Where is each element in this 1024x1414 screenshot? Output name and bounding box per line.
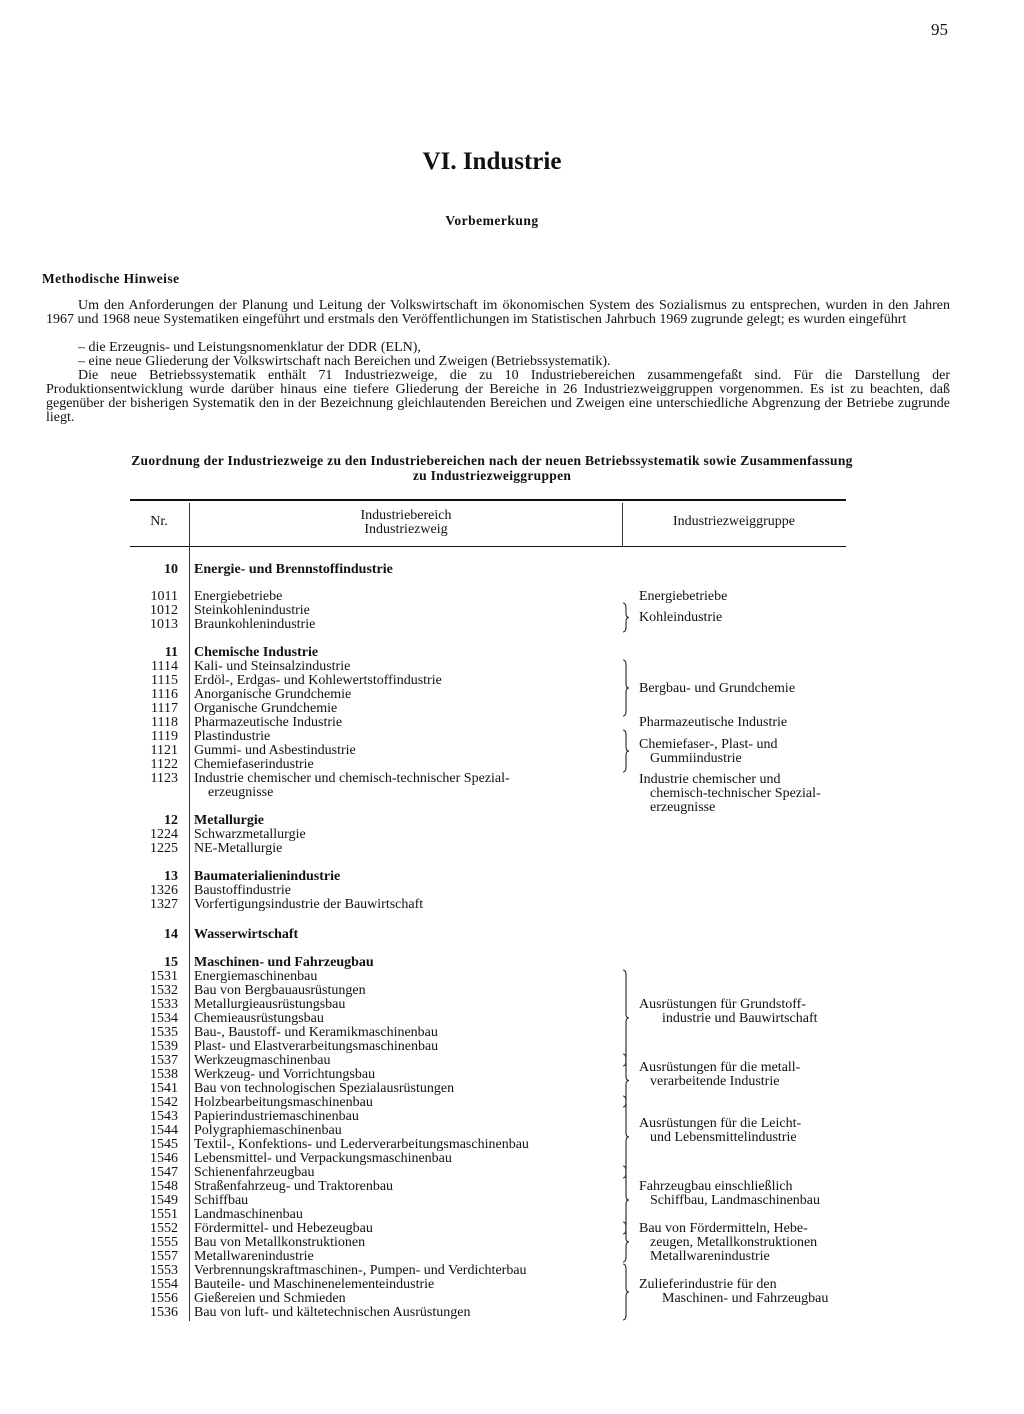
table-title-line: Zuordnung der Industriezweige zu den Industriebereichen nach der neuen Betriebssystematik sowie Zusammenfassung [131,453,853,468]
row-number: 1538 [150,1067,178,1082]
industry-branch-name: Metallwarenindustrie [194,1249,314,1264]
industry-branch-name: Energiebetriebe [194,589,283,604]
row-number: 1544 [150,1123,178,1138]
row-number: 1121 [150,743,178,758]
row-number: 1535 [150,1025,178,1040]
group-brace [623,1222,629,1262]
header-nr: Nr. [150,514,168,529]
industry-branch-name: Kali- und Steinsalzindustrie [194,659,351,674]
row-number: 1553 [150,1263,178,1278]
row-number: 1327 [150,897,178,912]
row-number: 1537 [150,1053,178,1068]
industry-branch-name: Fördermittel- und Hebezeugbau [194,1221,373,1236]
chapter-title: VI. Industrie [422,148,562,175]
industry-group-line: Chemiefaser-, Plast- und [639,737,778,752]
group-brace [623,970,629,1066]
row-number: 1552 [150,1221,178,1236]
row-number: 1542 [150,1095,178,1110]
industry-group-line: Metallwarenindustrie [650,1249,770,1264]
industry-group-line: industrie und Bauwirtschaft [662,1011,818,1026]
row-number: 1547 [150,1165,178,1180]
industry-branch-name: Industrie chemischer und chemisch-technischer Spezial- [194,771,510,786]
row-number: 1117 [151,701,178,716]
industry-area-name: Metallurgie [194,813,264,828]
industry-branch-name: Textil-, Konfektions- und Lederverarbeitungsmaschinenbau [194,1137,529,1152]
industry-branch-name: Braunkohlenindustrie [194,617,316,632]
row-number: 1551 [150,1207,178,1222]
row-number: 1556 [150,1291,178,1306]
table-title-line: zu Industriezweiggruppen [412,468,572,483]
row-number: 1531 [150,969,178,984]
industry-group-line: Energiebetriebe [639,589,728,604]
row-number: 1119 [151,729,178,744]
industry-branch-name: Plast- und Elastverarbeitungsmaschinenbau [194,1039,439,1054]
industry-branch-name: Holzbearbeitungsmaschinenbau [194,1095,373,1110]
header-gruppe: Industriezweiggruppe [672,514,796,529]
row-number: 1122 [150,757,178,772]
row-number: 1012 [150,603,178,618]
industry-group-line: erzeugnisse [650,800,716,815]
industry-branch-name: Werkzeug- und Vorrichtungsbau [194,1067,376,1082]
industry-area-name: Wasserwirtschaft [194,927,299,942]
industry-group-line: Maschinen- und Fahrzeugbau [662,1291,829,1306]
industry-branch-name: Straßenfahrzeug- und Traktorenbau [194,1179,394,1194]
group-brace [623,660,629,716]
methods-heading: Methodische Hinweise [42,271,180,286]
industry-branch-name: Schiffbau [194,1193,249,1208]
industry-group-line: verarbeitende Industrie [650,1074,780,1089]
industry-branch-name: Chemiefaserindustrie [194,757,314,772]
industry-group-line: Fahrzeugbau einschließlich [639,1179,793,1194]
industry-branch-name: Schienenfahrzeugbau [194,1165,315,1180]
industry-branch-name: Plastindustrie [194,729,271,744]
group-brace [623,1264,629,1320]
industry-group-line: Schiffbau, Landmaschinenbau [650,1193,821,1208]
industry-area-name: Chemische Industrie [194,645,319,660]
row-number: 13 [164,869,178,884]
row-number: 1123 [150,771,178,786]
row-number: 1554 [150,1277,178,1292]
industry-branch-name: Metallurgieausrüstungsbau [194,997,346,1012]
row-number: 1013 [150,617,178,632]
industry-branch-name: Steinkohlenindustrie [194,603,310,618]
row-number: 1011 [150,589,178,604]
row-number: 1548 [150,1179,178,1194]
row-number: 1114 [151,659,178,674]
industry-group-line: und Lebensmittelindustrie [650,1130,797,1145]
industry-group-line: Kohleindustrie [639,610,723,625]
industry-branch-name: Bau von Bergbauausrüstungen [194,983,366,998]
industry-group-line: Bergbau- und Grundchemie [639,681,796,696]
industry-area-name: Maschinen- und Fahrzeugbau [194,955,374,970]
industry-branch-name: Bau von Metallkonstruktionen [194,1235,366,1250]
industry-group-line: Bau von Fördermitteln, Hebe- [639,1221,808,1236]
row-number: 1536 [150,1305,178,1320]
row-number: 1557 [150,1249,178,1264]
industry-branch-name: Schwarzmetallurgie [194,827,306,842]
row-number: 1116 [151,687,178,702]
industry-branch-name: Polygraphiemaschinenbau [194,1123,342,1138]
row-number: 11 [164,645,178,660]
industry-area-name: Energie- und Brennstoffindustrie [194,562,393,577]
industry-branch-name: Lebensmittel- und Verpackungsmaschinenbau [194,1151,452,1166]
row-number: 12 [164,813,178,828]
industry-branch-name: Bau von luft- und kältetechnischen Ausrüstungen [194,1305,471,1320]
group-brace [623,730,629,772]
industry-branch-name: Anorganische Grundchemie [194,687,352,702]
row-number: 1541 [150,1081,178,1096]
industry-branch-name: Bau von technologischen Spezialausrüstungen [194,1081,455,1096]
industry-group-line: Industrie chemischer und [639,772,781,787]
row-number: 1532 [150,983,178,998]
industry-group-line: Pharmazeutische Industrie [639,715,788,730]
row-number: 10 [164,562,178,577]
industry-branch-name: Erdöl-, Erdgas- und Kohlewertstoffindustrie [194,673,442,688]
industry-branch-name: Gießereien und Schmieden [194,1291,346,1306]
group-brace [623,603,629,632]
row-number: 1326 [150,883,178,898]
header-bereich-line: Industriebereich [360,508,452,523]
industry-group-line: Ausrüstungen für Grundstoff- [639,997,806,1012]
industry-branch-name: Bauteile- und Maschinenelementeindustrie [194,1277,435,1292]
row-number: 1555 [150,1235,178,1250]
industry-branch-name: Organische Grundchemie [194,701,338,716]
row-number: 1546 [150,1151,178,1166]
row-number: 1549 [150,1193,178,1208]
industry-area-name: Baumaterialienindustrie [194,869,341,884]
row-number: 1224 [150,827,178,842]
industry-branch-name: NE-Metallurgie [194,841,283,856]
industry-branch-name: Gummi- und Asbestindustrie [194,743,356,758]
industry-branch-name: Energiemaschinenbau [194,969,318,984]
preliminary-heading: Vorbemerkung [445,213,539,228]
row-number: 1543 [150,1109,178,1124]
row-number: 1533 [150,997,178,1012]
industry-group-line: Ausrüstungen für die metall- [639,1060,801,1075]
industry-branch-name: Vorfertigungsindustrie der Bauwirtschaft [194,897,424,912]
systematics-paragraph: Die neue Betriebssystematik enthält 71 Industriezweige, die zu 10 Industriebereichen zusammengefaßt sind. Für die Darstellung der Produktionsentwicklung wurde darüber hinaus eine tiefere Gliederung der Bereiche in 26 Industriezweiggruppen vorgenommen. Es ist zu beachten, daß gegenüber der bisherigen Systematik den in der Bezeichnung gleichlautenden Bereichen und Zweigen eine unterschiedliche Abgrenzung der Betriebe zugrunde liegt. [46,368,950,425]
row-number: 1534 [150,1011,178,1026]
industry-group-line: Gummiindustrie [650,751,742,766]
row-number: 1539 [150,1039,178,1054]
industry-branch-name: Papierindustriemaschinenbau [194,1109,359,1124]
row-number: 14 [164,927,178,942]
industry-group-line: chemisch-technischer Spezial- [650,786,821,801]
row-number: 1115 [151,673,178,688]
industry-branch-name: Verbrennungskraftmaschinen-, Pumpen- und Verdichterbau [194,1263,527,1278]
row-number: 1545 [150,1137,178,1152]
industry-branch-name: Pharmazeutische Industrie [194,715,343,730]
industry-branch-name: erzeugnisse [208,785,274,800]
row-number: 1225 [150,841,178,856]
industry-group-line: Zulieferindustrie für den [639,1277,777,1292]
page-number: 95 [931,20,948,39]
industry-group-line: Ausrüstungen für die Leicht- [639,1116,802,1131]
industry-branch-name: Chemieausrüstungsbau [194,1011,324,1026]
row-number: 15 [164,955,178,970]
header-bereich-line: Industriezweig [364,522,448,537]
industry-branch-name: Werkzeugmaschinenbau [194,1053,331,1068]
industry-group-line: zeugen, Metallkonstruktionen [650,1235,818,1250]
industry-branch-name: Landmaschinenbau [194,1207,303,1222]
intro-paragraph: Um den Anforderungen der Planung und Leitung der Volkswirtschaft im ökonomischen System des Sozialismus zu entsprechen, wurden in den Jahren 1967 und 1968 neue Systematiken eingeführt und erstmals den Veröffentlichungen im Statistischen Jahrbuch 1969 zugrunde gelegt; es wurden eingeführt [46,298,950,327]
industry-branch-name: Baustoffindustrie [194,883,291,898]
industry-branch-name: Bau-, Baustoff- und Keramikmaschinenbau [194,1025,438,1040]
list-item: – eine neue Gliederung der Volkswirtschaft nach Bereichen und Zweigen (Betriebssystematik). [78,354,611,369]
list-item: – die Erzeugnis- und Leistungsnomenklatur der DDR (ELN), [78,340,421,355]
row-number: 1118 [151,715,178,730]
